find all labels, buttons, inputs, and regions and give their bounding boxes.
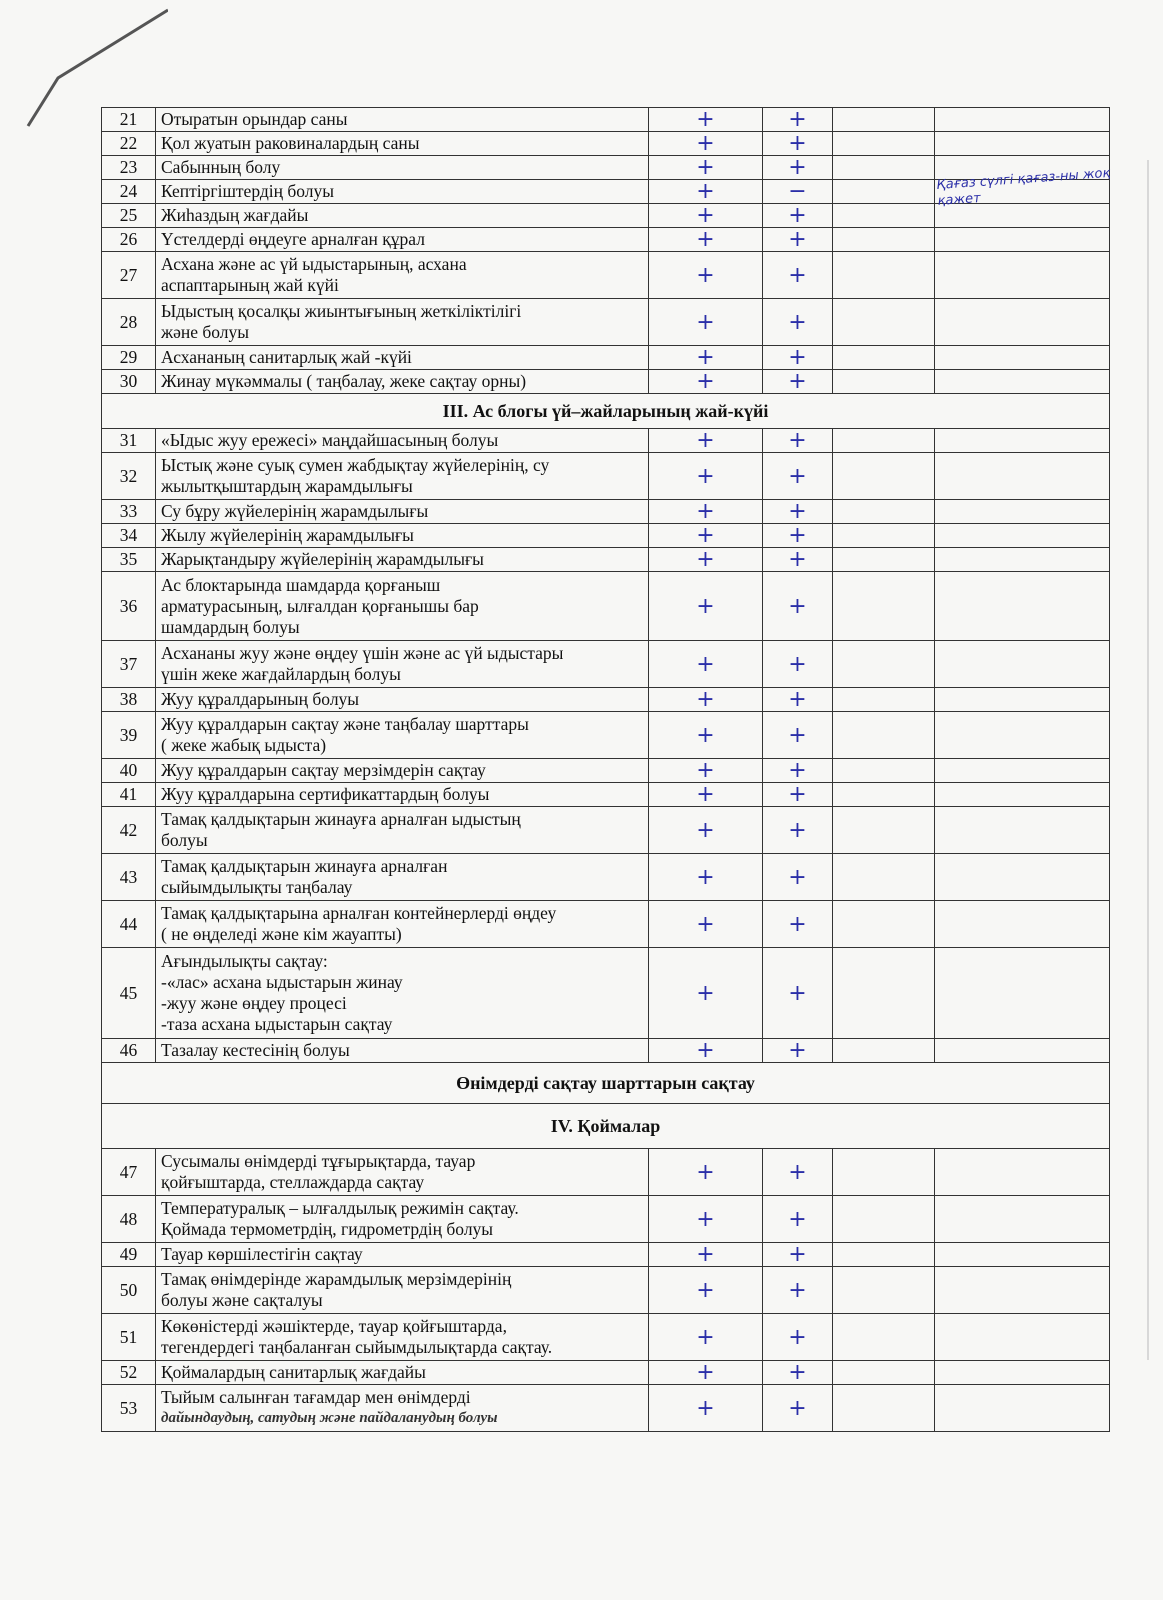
- check-mark-second: +: [763, 524, 833, 548]
- row-number: 32: [102, 453, 156, 500]
- check-mark-second: +: [763, 712, 833, 759]
- description-line: Қоймалардың санитарлық жағдайы: [161, 1362, 426, 1382]
- table-row: [102, 252, 1110, 299]
- remarks-cell: [935, 641, 1110, 688]
- remarks-cell: [935, 1385, 1110, 1432]
- row-description: [156, 1361, 649, 1385]
- row-description: [156, 759, 649, 783]
- description-line: Сабынның болу: [161, 157, 281, 177]
- check-mark-second: +: [763, 204, 833, 228]
- description-line: Жуу құралдарын сақтау және таңбалау шарттары: [161, 714, 529, 734]
- table-row: [102, 1314, 1110, 1361]
- check-mark-second: +: [763, 572, 833, 641]
- check-mark-second: +: [763, 132, 833, 156]
- description-line: «Ыдыс жуу ережесі» маңдайшасының болуы: [161, 430, 499, 450]
- check-mark-second: +: [763, 641, 833, 688]
- description-line: Тазалау кестесінің болуы: [161, 1040, 350, 1060]
- empty-cell: [833, 228, 935, 252]
- check-mark-first: +: [649, 1385, 763, 1432]
- table-row: [102, 453, 1110, 500]
- empty-cell: [833, 429, 935, 453]
- empty-cell: [833, 948, 935, 1039]
- description-line: Тамақ қалдықтарына арналған контейнерлерді өңдеу: [161, 903, 557, 923]
- row-number: 41: [102, 783, 156, 807]
- remarks-cell: [935, 1314, 1110, 1361]
- description-line: Температуралық – ылғалдылық режимін сақтау.: [161, 1198, 519, 1218]
- empty-cell: [833, 132, 935, 156]
- remarks-cell: [935, 1039, 1110, 1063]
- row-description: [156, 108, 649, 132]
- description-line: Көкөністерді жәшіктерде, тауар қойғыштарда,: [161, 1316, 507, 1336]
- description-line: аспаптарының жай күйі: [161, 275, 339, 295]
- empty-cell: [833, 1385, 935, 1432]
- remarks-cell: [935, 500, 1110, 524]
- description-line: қойғыштарда, стеллаждарда сақтау: [161, 1172, 425, 1192]
- description-line: және болуы: [161, 322, 250, 342]
- check-mark-second: +: [763, 1267, 833, 1314]
- description-line: Жуу құралдарын сақтау мерзімдерін сақтау: [161, 760, 486, 780]
- check-mark-first: +: [649, 204, 763, 228]
- table-row: [102, 228, 1110, 252]
- check-mark-second: +: [763, 901, 833, 948]
- table-row: [102, 712, 1110, 759]
- empty-cell: [833, 1149, 935, 1196]
- table-row: [102, 1039, 1110, 1063]
- check-mark-first: +: [649, 228, 763, 252]
- row-description: [156, 641, 649, 688]
- description-line: Сусымалы өнімдерді тұғырықтарда, тауар: [161, 1151, 476, 1171]
- description-line: Ыдыстың қосалқы жиынтығының жеткіліктілігі: [161, 301, 522, 321]
- remarks-cell: [935, 228, 1110, 252]
- description-line: -таза асхана ыдыстарын сақтау: [161, 1014, 393, 1034]
- description-line: жылытқыштардың жарамдылығы: [161, 476, 413, 496]
- check-mark-first: +: [649, 524, 763, 548]
- remarks-cell: [935, 1243, 1110, 1267]
- empty-cell: [833, 641, 935, 688]
- table-row: [102, 783, 1110, 807]
- empty-cell: [833, 901, 935, 948]
- remarks-cell: [935, 453, 1110, 500]
- remarks-cell: [935, 346, 1110, 370]
- check-mark-first: +: [649, 252, 763, 299]
- empty-cell: [833, 1267, 935, 1314]
- row-number: 30: [102, 370, 156, 394]
- description-line: Тамақ қалдықтарын жинауға арналған ыдыстың: [161, 809, 521, 829]
- section-title: IV. Қоймалар: [102, 1104, 1110, 1149]
- row-number: 35: [102, 548, 156, 572]
- table-row: [102, 108, 1110, 132]
- table-row: [102, 641, 1110, 688]
- remarks-cell: [935, 108, 1110, 132]
- check-mark-second: +: [763, 453, 833, 500]
- empty-cell: [833, 1039, 935, 1063]
- remarks-cell: [935, 572, 1110, 641]
- check-mark-second: +: [763, 807, 833, 854]
- table-row: [102, 1196, 1110, 1243]
- description-line: болуы және сақталуы: [161, 1290, 323, 1310]
- table-row: [102, 524, 1110, 548]
- section-title: III. Ас блогы үй–жайларының жай-күйі: [102, 394, 1110, 429]
- row-number: 45: [102, 948, 156, 1039]
- check-mark-second: +: [763, 346, 833, 370]
- remarks-cell: [935, 370, 1110, 394]
- description-line: Асхана және ас үй ыдыстарының, асхана: [161, 254, 467, 274]
- empty-cell: [833, 299, 935, 346]
- check-mark-first: +: [649, 1039, 763, 1063]
- row-number: 25: [102, 204, 156, 228]
- remarks-cell: [935, 712, 1110, 759]
- empty-cell: [833, 108, 935, 132]
- remarks-cell: [935, 854, 1110, 901]
- check-mark-first: +: [649, 1149, 763, 1196]
- row-description: [156, 228, 649, 252]
- row-description: [156, 1385, 649, 1432]
- check-mark-second: +: [763, 429, 833, 453]
- check-mark-second: +: [763, 854, 833, 901]
- check-mark-first: +: [649, 1314, 763, 1361]
- empty-cell: [833, 453, 935, 500]
- check-mark-second: +: [763, 370, 833, 394]
- row-description: [156, 346, 649, 370]
- row-description: [156, 783, 649, 807]
- row-number: 46: [102, 1039, 156, 1063]
- remarks-cell: [935, 548, 1110, 572]
- table-row: [102, 1243, 1110, 1267]
- checklist-body: [102, 108, 1110, 1432]
- row-description: [156, 901, 649, 948]
- check-mark-first: +: [649, 1243, 763, 1267]
- table-row: [102, 429, 1110, 453]
- empty-cell: [833, 524, 935, 548]
- empty-cell: [833, 370, 935, 394]
- description-line: Кептіргіштердің болуы: [161, 181, 335, 201]
- check-mark-second: +: [763, 948, 833, 1039]
- table-row: [102, 807, 1110, 854]
- description-line: ( жеке жабық ыдыста): [161, 735, 327, 755]
- row-number: 38: [102, 688, 156, 712]
- empty-cell: [833, 688, 935, 712]
- remarks-cell: [935, 1361, 1110, 1385]
- check-mark-first: +: [649, 948, 763, 1039]
- row-number: 53: [102, 1385, 156, 1432]
- check-mark-first: +: [649, 759, 763, 783]
- check-mark-second: +: [763, 1361, 833, 1385]
- row-description: [156, 156, 649, 180]
- check-mark-second: +: [763, 228, 833, 252]
- description-line: болуы: [161, 830, 208, 850]
- empty-cell: [833, 204, 935, 228]
- check-mark-first: +: [649, 548, 763, 572]
- empty-cell: [833, 180, 935, 204]
- section-header-row: [102, 1063, 1110, 1104]
- check-mark-second: +: [763, 548, 833, 572]
- check-mark-first: +: [649, 854, 763, 901]
- empty-cell: [833, 1314, 935, 1361]
- description-line: Жуу құралдарының болуы: [161, 689, 360, 709]
- empty-cell: [833, 854, 935, 901]
- scan-edge-line: [1147, 160, 1149, 1360]
- check-mark-first: +: [649, 500, 763, 524]
- row-number: 44: [102, 901, 156, 948]
- row-description: [156, 854, 649, 901]
- table-row: [102, 500, 1110, 524]
- description-line: Ағындылықты сақтау:: [161, 951, 328, 971]
- description-line: Жиһаздың жағдайы: [161, 205, 309, 225]
- check-mark-first: +: [649, 346, 763, 370]
- description-line: Тауар көршілестігін сақтау: [161, 1244, 363, 1264]
- row-description: [156, 132, 649, 156]
- row-description: [156, 500, 649, 524]
- row-number: 50: [102, 1267, 156, 1314]
- row-description: [156, 429, 649, 453]
- row-number: 24: [102, 180, 156, 204]
- table-row: [102, 299, 1110, 346]
- check-mark-first: +: [649, 299, 763, 346]
- table-row: [102, 1361, 1110, 1385]
- check-mark-first: +: [649, 132, 763, 156]
- handwritten-annotation: Қағаз сүлгі қағаз-ны жоқ қажет: [936, 165, 1111, 209]
- description-line: тегендердегі таңбаланған сыйымдылықтарда сақтау.: [161, 1337, 553, 1357]
- remarks-cell: [935, 1149, 1110, 1196]
- empty-cell: [833, 572, 935, 641]
- table-row: [102, 548, 1110, 572]
- section-header-row: [102, 1104, 1110, 1149]
- check-mark-first: +: [649, 180, 763, 204]
- description-line: Жарықтандыру жүйелерінің жарамдылығы: [161, 549, 484, 569]
- row-description: [156, 370, 649, 394]
- description-line: Су бұру жүйелерінің жарамдылығы: [161, 501, 429, 521]
- row-description: [156, 204, 649, 228]
- check-mark-first: +: [649, 641, 763, 688]
- description-line: арматурасының, ылғалдан қорғанышы бар: [161, 595, 479, 616]
- check-mark-first: +: [649, 429, 763, 453]
- empty-cell: [833, 1361, 935, 1385]
- row-description: [156, 524, 649, 548]
- check-mark-second: +: [763, 759, 833, 783]
- row-description: [156, 1243, 649, 1267]
- check-mark-second: +: [763, 1314, 833, 1361]
- description-line: Тыйым салынған тағамдар мен өнімдерді: [161, 1387, 471, 1407]
- row-description: [156, 1267, 649, 1314]
- row-description: [156, 180, 649, 204]
- row-number: 37: [102, 641, 156, 688]
- row-number: 48: [102, 1196, 156, 1243]
- check-mark-second: +: [763, 1039, 833, 1063]
- row-number: 40: [102, 759, 156, 783]
- description-line: Асхананың санитарлық жай -күйі: [161, 347, 412, 367]
- description-line: шамдардың болуы: [161, 616, 300, 637]
- empty-cell: [833, 759, 935, 783]
- description-line: Тамақ қалдықтарын жинауға арналған: [161, 856, 448, 876]
- row-number: 51: [102, 1314, 156, 1361]
- check-mark-first: +: [649, 108, 763, 132]
- check-mark-second: +: [763, 1196, 833, 1243]
- row-number: 52: [102, 1361, 156, 1385]
- empty-cell: [833, 807, 935, 854]
- row-number: 28: [102, 299, 156, 346]
- check-mark-first: +: [649, 901, 763, 948]
- check-mark-first: +: [649, 688, 763, 712]
- row-number: 49: [102, 1243, 156, 1267]
- row-description: [156, 1149, 649, 1196]
- row-description: [156, 1039, 649, 1063]
- description-line: ( не өңделеді және кім жауапты): [161, 924, 402, 944]
- check-mark-second: +: [763, 108, 833, 132]
- description-line: Үстелдерді өңдеуге арналған құрал: [161, 229, 425, 249]
- row-description: [156, 299, 649, 346]
- table-row: [102, 948, 1110, 1039]
- remarks-cell: [935, 759, 1110, 783]
- table-row: [102, 1385, 1110, 1432]
- remarks-cell: [935, 901, 1110, 948]
- description-line: -жуу және өңдеу процесі: [161, 993, 347, 1013]
- check-mark-first: +: [649, 156, 763, 180]
- check-mark-second: +: [763, 500, 833, 524]
- empty-cell: [833, 500, 935, 524]
- remarks-cell: [935, 132, 1110, 156]
- table-row: [102, 1267, 1110, 1314]
- remarks-cell: [935, 688, 1110, 712]
- empty-cell: [833, 156, 935, 180]
- remarks-cell: [935, 807, 1110, 854]
- row-description: [156, 807, 649, 854]
- row-number: 33: [102, 500, 156, 524]
- table-row: [102, 572, 1110, 641]
- check-mark-second: +: [763, 688, 833, 712]
- remarks-cell: [935, 299, 1110, 346]
- empty-cell: [833, 783, 935, 807]
- row-number: 21: [102, 108, 156, 132]
- row-description: [156, 1314, 649, 1361]
- description-line: Асхананы жуу және өңдеу үшін және ас үй ыдыстары: [161, 643, 564, 663]
- description-line: Жинау мүкәммалы ( таңбалау, жеке сақтау орны): [161, 371, 527, 391]
- row-number: 26: [102, 228, 156, 252]
- section-header-row: [102, 394, 1110, 429]
- description-line: Жуу құралдарына сертификаттардың болуы: [161, 784, 490, 804]
- row-number: 31: [102, 429, 156, 453]
- table-row: [102, 370, 1110, 394]
- check-mark-first: +: [649, 453, 763, 500]
- table-row: [102, 759, 1110, 783]
- check-mark-first: +: [649, 572, 763, 641]
- table-row: [102, 346, 1110, 370]
- table-row: [102, 854, 1110, 901]
- row-description: [156, 688, 649, 712]
- empty-cell: [833, 252, 935, 299]
- empty-cell: [833, 1243, 935, 1267]
- table-row: [102, 1149, 1110, 1196]
- empty-cell: [833, 548, 935, 572]
- row-description: [156, 712, 649, 759]
- remarks-cell: [935, 429, 1110, 453]
- remarks-cell: [935, 948, 1110, 1039]
- table-row: [102, 132, 1110, 156]
- remarks-cell: [935, 1196, 1110, 1243]
- check-mark-second: +: [763, 299, 833, 346]
- table-row: [102, 688, 1110, 712]
- row-number: 47: [102, 1149, 156, 1196]
- row-number: 27: [102, 252, 156, 299]
- check-mark-first: +: [649, 712, 763, 759]
- description-line: Отыратын орындар саны: [161, 109, 348, 129]
- check-mark-first: +: [649, 783, 763, 807]
- row-description: [156, 572, 649, 641]
- check-mark-first: +: [649, 807, 763, 854]
- row-number: 39: [102, 712, 156, 759]
- row-number: 42: [102, 807, 156, 854]
- check-mark-second: −: [763, 180, 833, 204]
- check-mark-second: +: [763, 1149, 833, 1196]
- check-mark-first: +: [649, 370, 763, 394]
- remarks-cell: [935, 252, 1110, 299]
- description-line: үшін жеке жағдайлардың болуы: [161, 664, 401, 684]
- description-line: Қоймада термометрдің, гидрометрдің болуы: [161, 1219, 494, 1239]
- remarks-cell: [935, 524, 1110, 548]
- description-line: Ас блоктарында шамдарда қорғаныш: [161, 574, 441, 595]
- remarks-cell: [935, 783, 1110, 807]
- description-line: Тамақ өнімдерінде жарамдылық мерзімдерінің: [161, 1269, 512, 1289]
- checklist-table: [101, 107, 1110, 1432]
- remarks-cell: [935, 1267, 1110, 1314]
- check-mark-second: +: [763, 1243, 833, 1267]
- description-line: Қол жуатын раковиналардың саны: [161, 133, 420, 153]
- check-mark-first: +: [649, 1361, 763, 1385]
- row-description: [156, 453, 649, 500]
- row-number: 36: [102, 572, 156, 641]
- row-description: [156, 948, 649, 1039]
- row-description: [156, 252, 649, 299]
- check-mark-second: +: [763, 783, 833, 807]
- empty-cell: [833, 1196, 935, 1243]
- check-mark-second: +: [763, 156, 833, 180]
- row-number: 43: [102, 854, 156, 901]
- description-line: дайындаудың, сатудың және пайдаланудың болуы: [161, 1410, 498, 1426]
- check-mark-first: +: [649, 1267, 763, 1314]
- check-mark-second: +: [763, 252, 833, 299]
- empty-cell: [833, 712, 935, 759]
- description-line: сыйымдылықты таңбалау: [161, 877, 353, 897]
- row-number: 29: [102, 346, 156, 370]
- description-line: Ыстық және суық сумен жабдықтау жүйелерінің, су: [161, 455, 550, 475]
- row-number: 23: [102, 156, 156, 180]
- description-line: -«лас» асхана ыдыстарын жинау: [161, 972, 403, 992]
- row-description: [156, 1196, 649, 1243]
- row-description: [156, 548, 649, 572]
- row-number: 22: [102, 132, 156, 156]
- table-row: [102, 901, 1110, 948]
- check-mark-second: +: [763, 1385, 833, 1432]
- row-number: 34: [102, 524, 156, 548]
- section-title: Өнімдерді сақтау шарттарын сақтау: [102, 1063, 1110, 1104]
- check-mark-first: +: [649, 1196, 763, 1243]
- description-line: Жылу жүйелерінің жарамдылығы: [161, 525, 414, 545]
- empty-cell: [833, 346, 935, 370]
